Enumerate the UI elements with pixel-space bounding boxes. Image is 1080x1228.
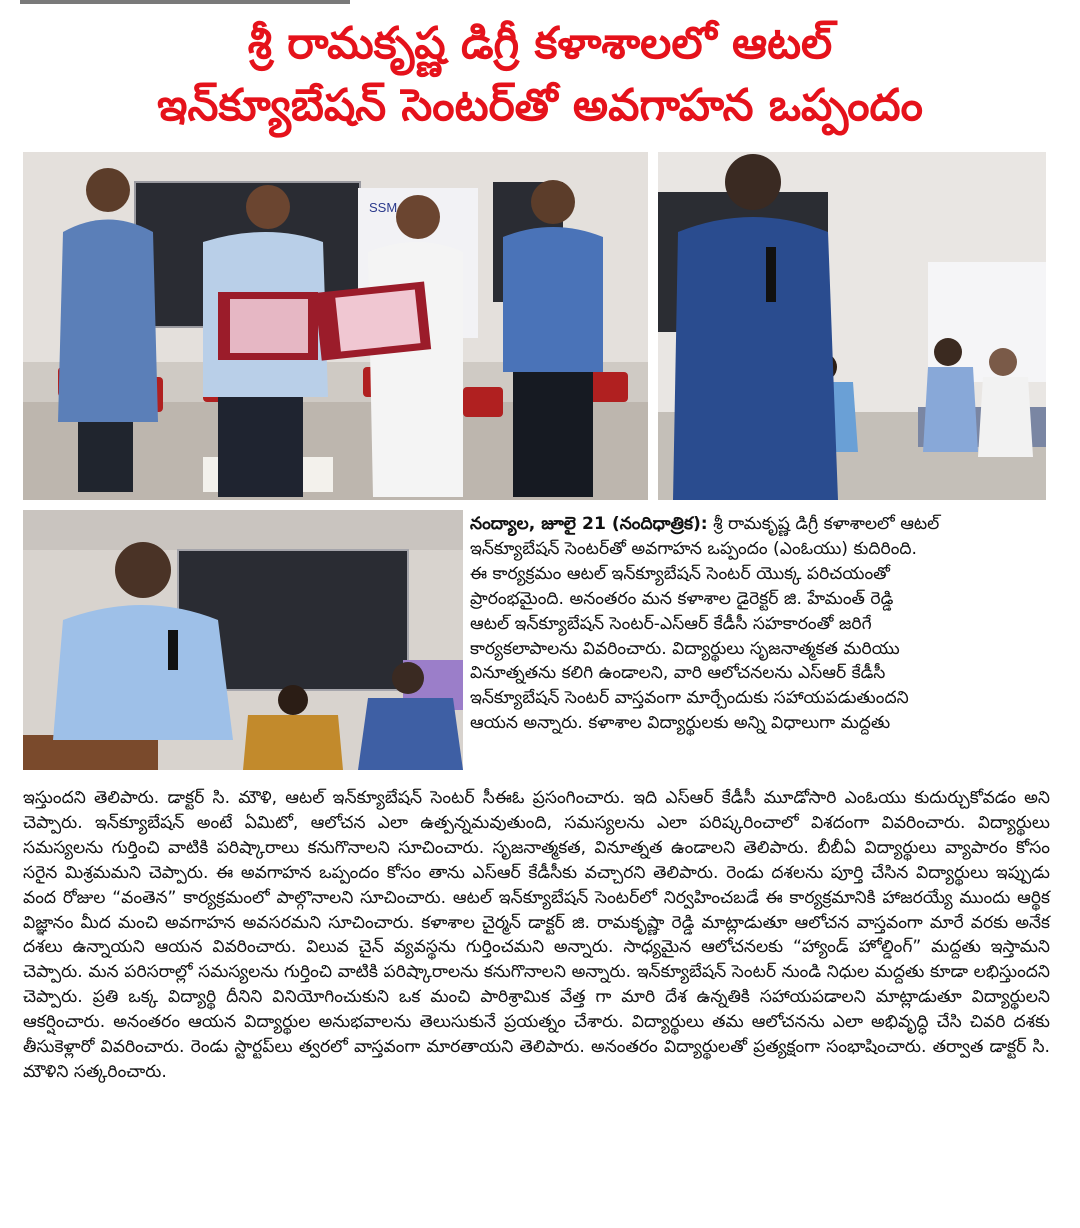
article-line: కార్యకలాపాలను వివరించారు. విద్యార్థులు సృజనాత్మకత మరియు xyxy=(470,638,900,659)
article-first-line xyxy=(470,512,1050,537)
article-line: ఆటల్ ఇన్‌క్యూబేషన్ సెంటర్-ఎస్ఆర్ కేడీసీ సహకారంతో జరిగే xyxy=(470,613,872,634)
top-rule xyxy=(20,0,350,4)
article-body-full-width: ఇస్తుందని తెలిపారు. డాక్టర్ సి. మౌళి, ఆటల్ ఇన్‌క్యూబేషన్ సెంటర్ సీఈఓ ప్రసంగించారు. ఇది ఎస్ఆర్ కేడీసీ మూడోసారి ఎంఓయు కుదుర్చుకోవడం అని చెప్పారు. ఇన్‌క్యూబేషన్ అంటే ఏమిటో, ఆలోచన ఎలా ఉత్పన్నమవుతుంది, సమస్యలను ఎలా పరిష్కరించాలో విశదంగా వివరించారు. విద్యార్థులు సమస్యలను గుర్తించి వాటికి పరిష్కారాలు కనుగొనాలని సూచించారు. సృజనాత్మకత, వినూత్నత ఉండాలని తెలిపారు. బీబీఏ విద్యార్థులు వ్యాపారం కోసం సరైన మిశ్రమమని చెప్పారు. ఈ అవగాహన ఒప్పందం కోసం తాను ఎస్ఆర్ కేడీసీకు వచ్చారని తెలిపారు. రెండు దశలను పూర్తి చేసిన విద్యార్థులు ఇప్పుడు వంద రోజుల “వంతెన” కార్యక్రమంలో పాల్గొనాలని సూచించారు. ఆటల్ ఇన్‌క్యూబేషన్ సెంటర్‌లో నిర్వహించబడే ఈ కార్యక్రమానికి హాజరయ్యే ముందు ఆర్థిక విజ్ఞానం మీద మంచి అవగాహన అవసరమని సూచించారు. కళాశాల చైర్మన్ డాక్టర్ జి. రామకృష్ణా రెడ్డి మాట్లాడుతూ ఆలోచన వాస్తవంగా మారే వరకు అనేక దశలు ఉన్నాయని ఆయన వివరించారు. విలువ చైన్ వ్యవస్థను గుర్తించమని అన్నారు. సాధ్యమైన ఆలోచనలకు “హ్యాండ్ హోల్డింగ్” మద్దతు ఇస్తామని చెప్పారు. మన పరిసరాల్లో సమస్యలను గుర్తించి వాటికి పరిష్కారాలను కనుగొనాలని అన్నారు. ఇన్‌క్యూబేషన్ సెంటర్ నుండి నిధుల మద్దతు కూడా లభిస్తుందని చెప్పారు. ప్రతి ఒక్క విద్యార్థి దీనిని వినియోగించుకుని ఒక మంచి పారిశ్రామిక వేత్త గా మారి దేశ ఉన్నతికి సహాయపడాలని మాట్లాడుతూ విద్యార్థులని ఆకర్షించారు. అనంతరం ఆయన విద్యార్థుల అనుభవాలను తెలుసుకునే ప్రయత్నం చేశారు. విద్యార్థులు తమ ఆలోచనను ఎలా అభివృద్ధి చేసి చివరి దశకు తీసుకెళ్లారో వివరించారు. రెండు స్టార్టప్‌లు త్వరలో వాస్తవంగా మారతాయని తెలిపారు. అనంతరం విద్యార్థులతో ప్రత్యక్షంగా సంభాషించారు. తర్వాత డాక్టర్ సి. మౌళిని సత్కరించారు. xyxy=(23,788,1050,1082)
article-line: ఇన్‌క్యూబేషన్ సెంటర్‌తో అవగాహన ఒప్పందం (ఎంఓయు) కుదిరింది. xyxy=(470,538,918,559)
photo-director-speaking xyxy=(23,510,463,770)
photo-mou-signing xyxy=(23,152,648,500)
article-line: ఆయన అన్నారు. కళాశాల విద్యార్థులకు అన్ని విధాలుగా మద్దతు xyxy=(470,713,891,734)
headline-line-2: ఇన్‌క్యూబేషన్ సెంటర్‌తో అవగాహన ఒప్పందం xyxy=(157,80,923,131)
article-line: ప్రారంభమైంది. అనంతరం మన కళాశాల డైరెక్టర్ జి. హేమంత్ రెడ్డి xyxy=(470,588,894,609)
article-line: ఇన్‌క్యూబేషన్ సెంటర్ వాస్తవంగా మార్చేందుకు సహాయపడుతుందని xyxy=(470,688,909,709)
headline-line-1: శ్రీ రామకృష్ణ డిగ్రీ కళాశాలలో ఆటల్ xyxy=(247,18,833,69)
article-dateline: నంద్యాల, జూలై 21 (నందిధాత్రిక): xyxy=(470,514,708,534)
article-column-top xyxy=(470,512,1050,736)
article-line: వినూత్నతను కలిగి ఉండాలని, వారి ఆలోచనలను ఎస్ఆర్ కేడీసీ xyxy=(470,663,886,684)
photo-student-speaking xyxy=(658,152,1046,500)
article-line: ఈ కార్యక్రమం ఆటల్ ఇన్‌క్యూబేషన్ సెంటర్ యొక్క పరిచయంతో xyxy=(470,563,890,584)
article-line: శ్రీ రామకృష్ణ డిగ్రీ కళాశాలలో ఆటల్ xyxy=(707,514,940,534)
screen-logo-text: SSM xyxy=(369,200,398,215)
